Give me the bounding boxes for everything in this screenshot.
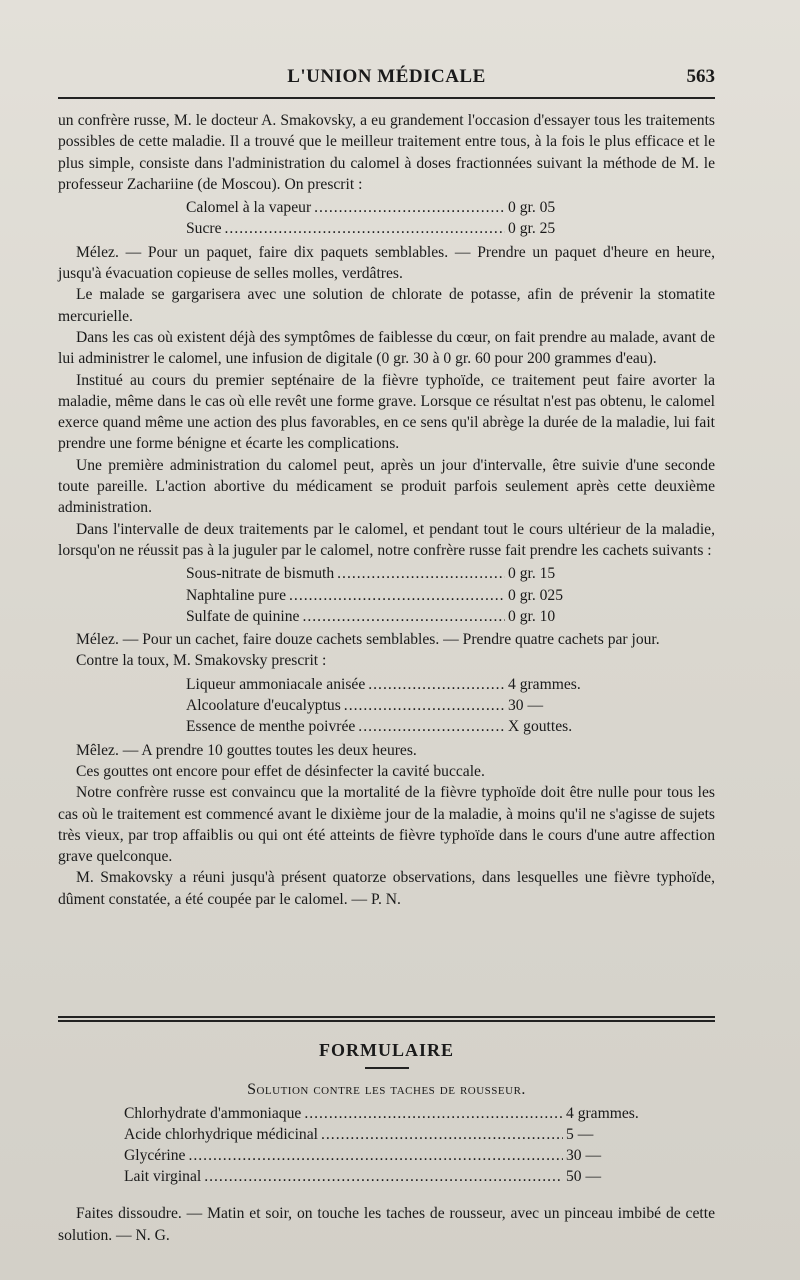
leader-dots — [344, 695, 505, 716]
ingredient-name: Alcoolature d'eucalyptus — [186, 697, 341, 715]
article-body — [58, 110, 715, 910]
section-title: FORMULAIRE — [319, 1040, 454, 1060]
ingredient-quantity: 4 grammes. — [508, 675, 581, 693]
leader-dots — [358, 716, 505, 737]
paragraph: Notre confrère russe est convaincu que la mortalité de la fièvre typhoïde doit être nulle pour tous les cas où le traitement est commencé avant le dixième jour de la maladie, à moins qu'il ne s'agisse de sujets très vieux, par trop affaiblis ou qui ont été atteints de fièvre typhoïde dans le cours d'une autre affection grave quelconque. — [58, 784, 715, 866]
prescription-line — [186, 585, 586, 606]
ingredient-name: Lait virginal — [124, 1168, 202, 1186]
prescription-line — [124, 1145, 654, 1166]
section-divider — [58, 1016, 715, 1022]
leader-dots — [225, 218, 505, 239]
leader-dots — [321, 1124, 563, 1145]
journal-title: L'UNION MÉDICALE — [287, 66, 486, 87]
prescription-toux — [186, 674, 586, 738]
leader-dots — [204, 1166, 563, 1187]
header-rule — [58, 97, 715, 99]
ingredient-quantity: 0 gr. 025 — [508, 586, 564, 604]
paragraph: Le malade se gargarisera avec une solution de chlorate de potasse, afin de prévenir la stomatite mercurielle. — [58, 286, 715, 325]
leader-dots — [304, 1103, 563, 1124]
leader-dots — [337, 563, 505, 584]
ingredient-name: Chlorhydrate d'ammoniaque — [124, 1104, 302, 1122]
prescription-line — [124, 1166, 654, 1187]
paragraph: Une première administration du calomel peut, après un jour d'intervalle, être suivie d'une seconde toute pareille. L'action abortive du médicament se produit parfois seulement après cette deuxième administration. — [58, 456, 715, 517]
ingredient-quantity: X gouttes. — [508, 718, 573, 736]
ingredient-name: Calomel à la vapeur — [186, 199, 312, 217]
ingredient-name: Glycérine — [124, 1147, 186, 1165]
paragraph: Ces gouttes ont encore pour effet de désinfecter la cavité buccale. — [76, 762, 485, 780]
ingredient-quantity: 30 — — [566, 1147, 602, 1165]
ingredient-name: Liqueur ammoniacale anisée — [186, 675, 366, 693]
leader-dots — [188, 1145, 563, 1166]
prescription-line — [186, 563, 586, 584]
ingredient-quantity: 30 — — [508, 697, 544, 715]
leader-dots — [368, 674, 505, 695]
prescription-line — [186, 218, 586, 239]
ingredient-quantity: 50 — — [566, 1168, 602, 1186]
prescription-line — [186, 674, 586, 695]
paragraph: Mélez. — Pour un paquet, faire dix paquets semblables. — Prendre un paquet d'heure en heure, jusqu'à évacuation copieuse de selles molles, verdâtres. — [58, 243, 715, 283]
title-underline — [365, 1067, 409, 1069]
prescription-cachets — [186, 563, 586, 627]
paragraph: Institué au cours du premier septénaire de la fièvre typhoïde, ce traitement peut faire avorter la maladie, même dans le cas où elle revêt une forme grave. Lorsque ce résultat n'est pas obtenu, le calomel exerce quand même une action des plus favorables, en ce sens qu'il abrège la durée de la maladie, lui fait prendre une forme bénigne et écarte les complications. — [58, 371, 715, 453]
ingredient-quantity: 0 gr. 10 — [508, 607, 556, 625]
prescription-line — [124, 1103, 654, 1124]
ingredient-quantity: 5 — — [566, 1125, 594, 1143]
ingredient-name: Acide chlorhydrique médicinal — [124, 1125, 318, 1143]
paragraph: M. Smakovsky a réuni jusqu'à présent quatorze observations, dans lesquelles une fièvre typhoïde, dûment constatée, a été coupée par le calomel. — P. N. — [58, 869, 715, 908]
recipe-instructions: Faites dissoudre. — Matin et soir, on touche les taches de rousseur, avec un pinceau imbibé de cette solution. — N. G. — [58, 1205, 715, 1244]
paragraph: Contre la toux, M. Smakovsky prescrit : — [76, 652, 327, 670]
paragraph: Mélez. — Pour un cachet, faire douze cachets semblables. — Prendre quatre cachets par jour. — [76, 631, 660, 649]
page-number: 563 — [686, 66, 715, 87]
ingredient-quantity: 4 grammes. — [566, 1104, 639, 1122]
formulaire-section — [58, 1040, 715, 1262]
prescription-line — [186, 606, 586, 627]
ingredient-name: Naphtaline pure — [186, 586, 287, 604]
ingredient-quantity: 0 gr. 25 — [508, 220, 556, 238]
recipe-title: Solution contre les taches de rousseur. — [247, 1081, 526, 1099]
leader-dots — [289, 585, 505, 606]
leader-dots — [302, 606, 505, 627]
paragraph: Dans les cas où existent déjà des symptômes de faiblesse du cœur, on fait prendre au malade, avant de lui administrer le calomel, une infusion de digitale (0 gr. 30 à 0 gr. 60 pour 200 grammes d'eau). — [58, 328, 715, 368]
recipe-ingredients — [124, 1103, 654, 1188]
ingredient-name: Sous-nitrate de bismuth — [186, 565, 335, 583]
page-header — [58, 60, 715, 98]
paragraph: Dans l'intervalle de deux traitements par le calomel, et pendant tout le cours ultérieur de la maladie, lorsqu'on ne réussit pas à la juguler par le calomel, notre confrère russe fait prendre les cachets suivants : — [58, 520, 715, 559]
ingredient-quantity: 0 gr. 15 — [508, 565, 556, 583]
prescription-line — [186, 197, 586, 218]
ingredient-quantity: 0 gr. 05 — [508, 199, 556, 217]
ingredient-name: Sulfate de quinine — [186, 607, 300, 625]
paragraph: un confrère russe, M. le docteur A. Smakovsky, a eu grandement l'occasion d'essayer tous les traitements possibles de cette maladie. Il a trouvé que le meilleur traitement entre tous, à la fois le plus efficace et le plus simple, consiste dans l'administration du calomel à doses fractionnées suivant la méthode de M. le professeur Zachariine (de Moscou). On prescrit : — [58, 112, 715, 193]
ingredient-name: Sucre — [186, 220, 222, 238]
ingredient-name: Essence de menthe poivrée — [186, 718, 356, 736]
prescription-calomel — [186, 197, 586, 240]
prescription-line — [124, 1124, 654, 1145]
prescription-line — [186, 695, 586, 716]
paragraph: Mêlez. — A prendre 10 gouttes toutes les deux heures. — [76, 741, 417, 759]
leader-dots — [314, 197, 505, 218]
prescription-line — [186, 716, 586, 737]
